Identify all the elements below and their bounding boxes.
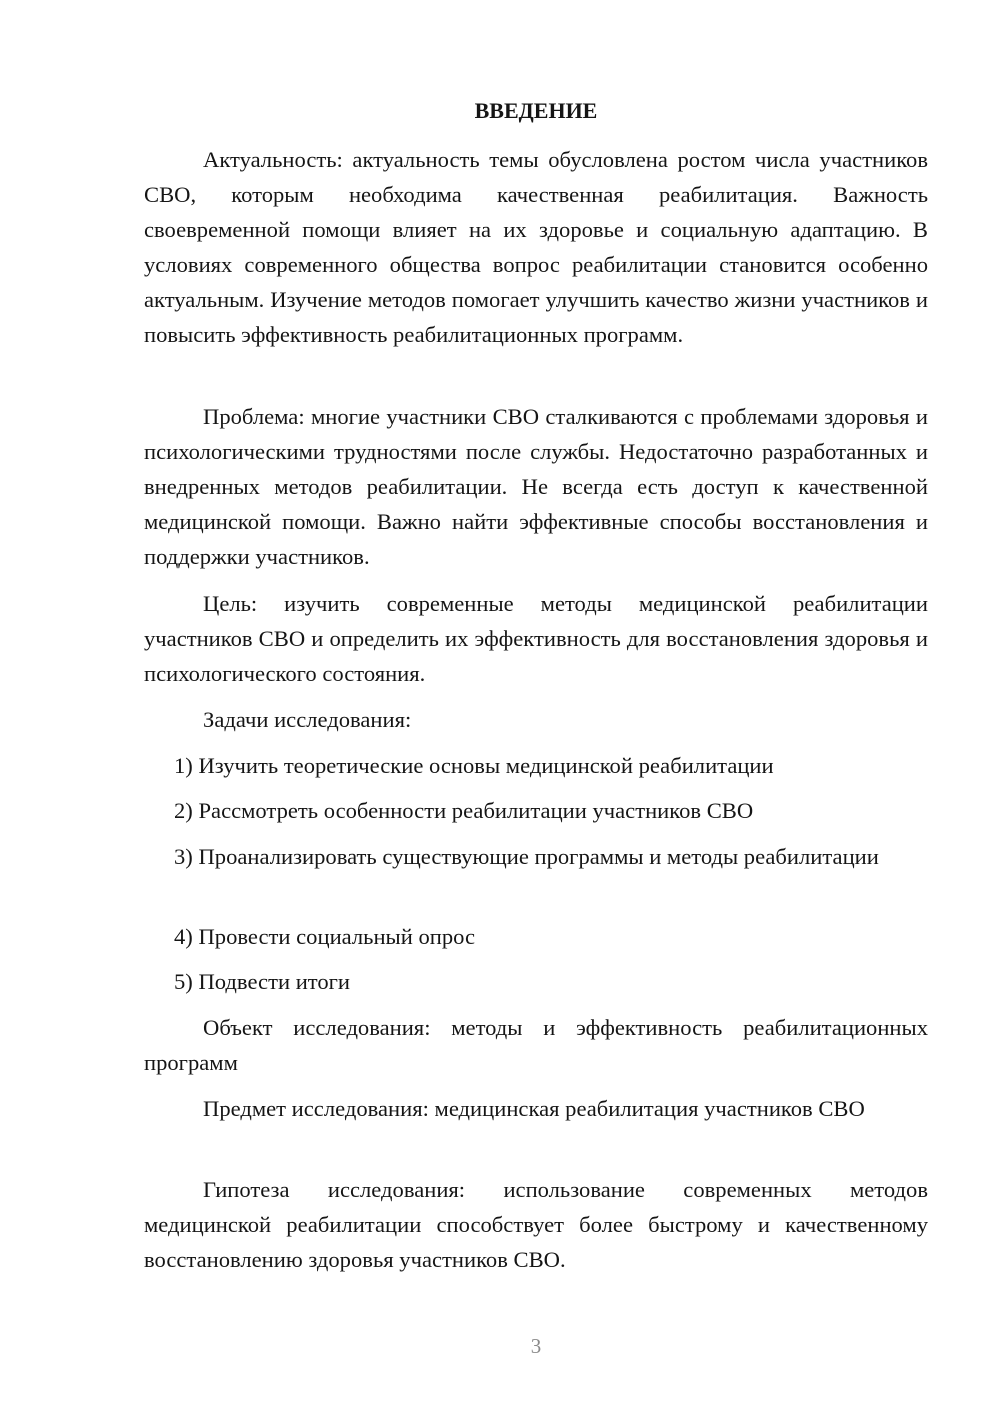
section-heading: ВВЕДЕНИЕ (474, 98, 598, 123)
paragraph-problem: Проблема: многие участники СВО сталкиваются с проблемами здоровья и психологическими трудностями после службы. Недостаточно разработанных и внедренных методов реабилитации. Не всегда есть доступ к качественной медицинской помощи. Важно найти эффективные способы восстановления и поддержки участников. (144, 404, 928, 569)
paragraph-relevance: Актуальность: актуальность темы обусловлена ростом числа участников СВО, которым необходима качественная реабилитация. Важность своевременной помощи влияет на их здоровье и социальную адаптацию. В условиях современного общества вопрос реабилитации становится особенно актуальным. Изучение методов помогает улучшить качество жизни участников и повысить эффективность реабилитационных программ. (144, 147, 928, 347)
paragraph-goal: Цель: изучить современные методы медицинской реабилитации участников СВО и определить их эффективность для восстановления здоровья и психологического состояния. (144, 591, 928, 686)
task-item: 5) Подвести итоги (174, 969, 351, 994)
task-item: 4) Провести социальный опрос (174, 924, 476, 949)
paragraph-subject: Предмет исследования: медицинская реабилитация участников СВО (203, 1096, 865, 1121)
page-number: 3 (530, 1334, 542, 1358)
task-item: 2) Рассмотреть особенности реабилитации участников СВО (174, 798, 754, 823)
tasks-heading: Задачи исследования: (203, 707, 412, 732)
paragraph-object: Объект исследования: методы и эффективность реабилитационных программ (144, 1015, 928, 1075)
task-item: 3) Проанализировать существующие программы и методы реабилитации (174, 844, 879, 869)
paragraph-hypothesis: Гипотеза исследования: использование современных методов медицинской реабилитации способствует более быстрому и качественному восстановлению здоровья участников СВО. (144, 1177, 928, 1272)
task-item: 1) Изучить теоретические основы медицинской реабилитации (174, 753, 774, 778)
